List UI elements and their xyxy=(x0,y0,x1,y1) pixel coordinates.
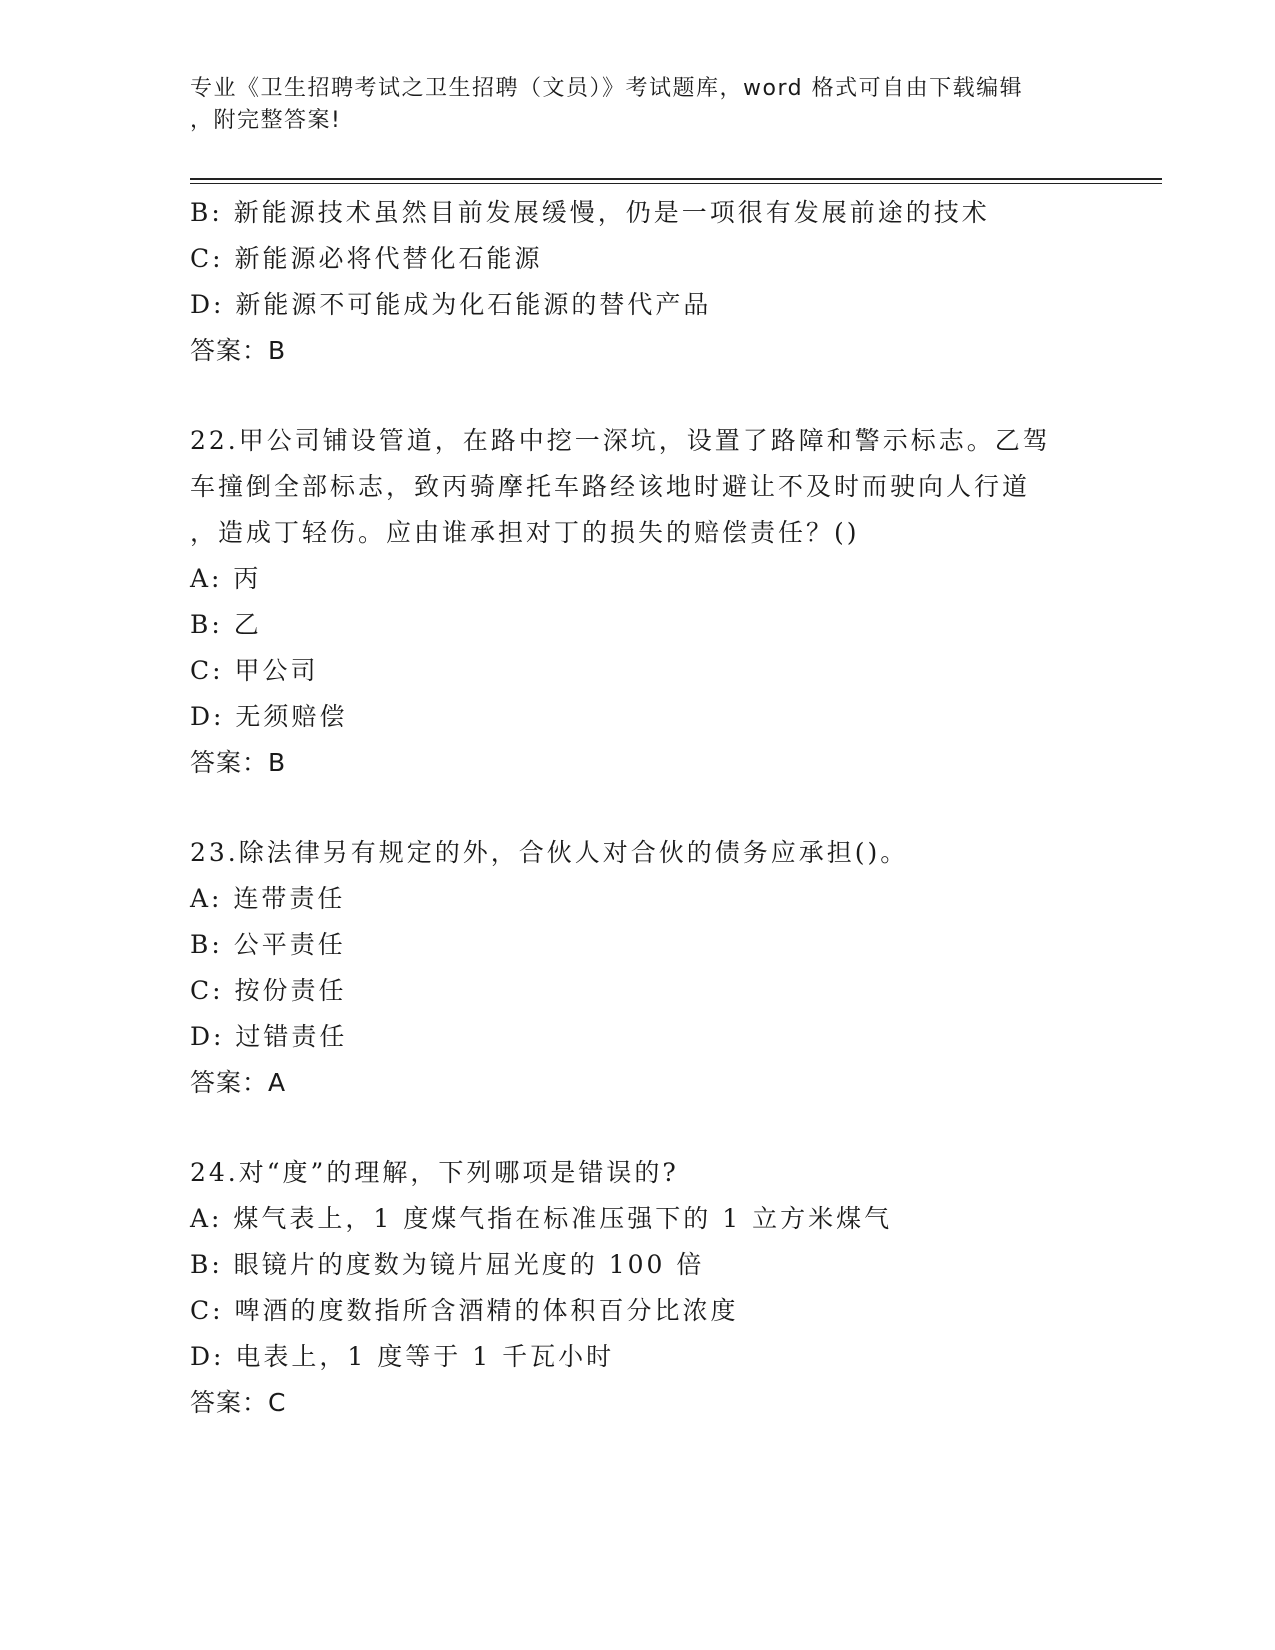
option-d: D: 电表上，1 度等于 1 千瓦小时 xyxy=(190,1342,615,1371)
option-b: B: 公平责任 xyxy=(190,930,346,959)
option-d: D: 无须赔偿 xyxy=(190,702,348,731)
option-a: A: 煤气表上，1 度煤气指在标准压强下的 1 立方米煤气 xyxy=(190,1204,893,1233)
question-block-22 xyxy=(190,418,1090,786)
option-c: C: 啤酒的度数指所含酒精的体积百分比浓度 xyxy=(190,1296,739,1325)
answer-line: 答案：A xyxy=(190,1068,287,1097)
header-divider-thin xyxy=(190,183,1162,184)
question-stem-line: 车撞倒全部标志，致丙骑摩托车路经该地时避让不及时而驶向人行道 xyxy=(190,472,1031,501)
question-stem-line: 22.甲公司铺设管道，在路中挖一深坑，设置了路障和警示标志。乙驾 xyxy=(190,426,1051,455)
option-d: D: 过错责任 xyxy=(190,1022,348,1051)
question-stem-line: 24.对“度”的理解，下列哪项是错误的? xyxy=(190,1158,679,1187)
option-a: A: 丙 xyxy=(190,564,262,593)
option-a: A: 连带责任 xyxy=(190,884,346,913)
question-block-24 xyxy=(190,1150,1090,1426)
option-b: B: 乙 xyxy=(190,610,262,639)
question-stem-line: ，造成丁轻伤。应由谁承担对丁的损失的赔偿责任？() xyxy=(190,518,860,547)
question-block-23 xyxy=(190,830,1090,1106)
question-content xyxy=(190,190,1090,1426)
header-line-2: ，附完整答案! xyxy=(190,108,342,133)
option-b: B: 新能源技术虽然目前发展缓慢，仍是一项很有发展前途的技术 xyxy=(190,198,990,227)
answer-line: 答案：B xyxy=(190,336,287,365)
option-b: B: 眼镜片的度数为镜片屈光度的 100 倍 xyxy=(190,1250,705,1279)
option-c: C: 新能源必将代替化石能源 xyxy=(190,244,543,273)
question-block-21 xyxy=(190,190,1090,374)
option-c: C: 按份责任 xyxy=(190,976,347,1005)
header-divider-thick xyxy=(190,178,1162,180)
option-d: D: 新能源不可能成为化石能源的替代产品 xyxy=(190,290,712,319)
header-line-1: 专业《卫生招聘考试之卫生招聘（文员）》考试题库，word 格式可自由下载编辑 xyxy=(190,76,1024,101)
option-c: C: 甲公司 xyxy=(190,656,319,685)
answer-line: 答案：C xyxy=(190,1388,287,1417)
answer-line: 答案：B xyxy=(190,748,287,777)
document-header xyxy=(190,73,1070,137)
question-stem-line: 23.除法律另有规定的外，合伙人对合伙的债务应承担()。 xyxy=(190,838,909,867)
